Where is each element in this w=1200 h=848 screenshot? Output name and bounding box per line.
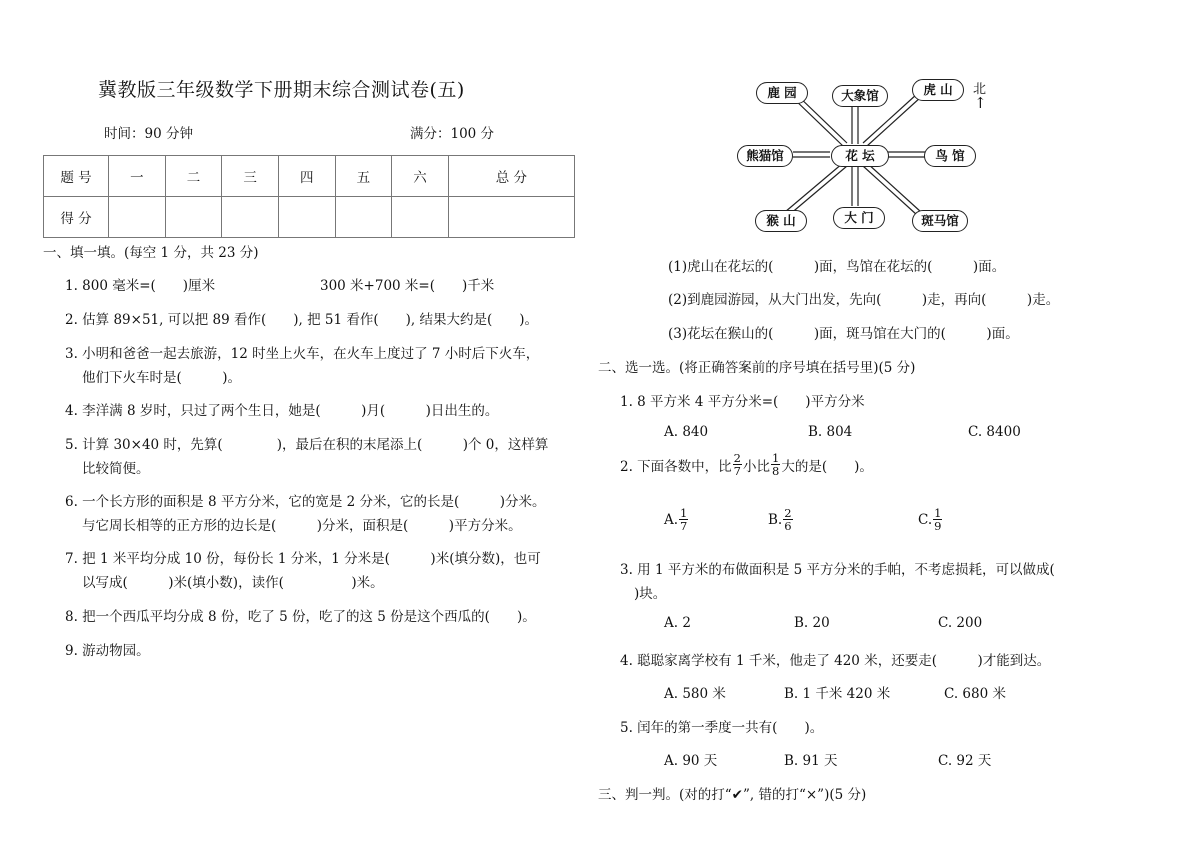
option-a: A. 2 [664, 615, 691, 631]
option-c: C. 680 米 [944, 686, 1006, 702]
numerator: 2 [784, 506, 792, 520]
option-c [918, 507, 943, 532]
question-9-sub2: (2)到鹿园游园，从大门出发，先向( )走，再向( )走。 [668, 292, 1060, 308]
option-a: A. 90 天 [664, 753, 718, 769]
map-node-flower-bed: 花 坛 [831, 145, 889, 167]
question-4: 4. 李洋满 8 岁时，只过了两个生日，她是( )月( )日出生的。 [65, 403, 499, 419]
table-cell: 五 [335, 156, 392, 197]
question-6-line2: 与它周长相等的正方形的边长是( )分米，面积是( )平方分米。 [82, 518, 522, 534]
option-a [664, 507, 689, 532]
option-b: B. 1 千米 420 米 [784, 686, 891, 702]
choice-question-3-line1: 3. 用 1 平方米的布做面积是 5 平方分米的手帕，不考虑损耗，可以做成( [620, 562, 1055, 578]
map-node-main-gate: 大 门 [833, 207, 885, 229]
denominator: 7 [733, 464, 741, 478]
full-score: 满分：100 分 [410, 126, 495, 142]
map-node-deer-park: 鹿 园 [756, 82, 808, 104]
choice-question-5: 5. 闰年的第一季度一共有( )。 [620, 720, 824, 736]
denominator: 6 [784, 519, 792, 533]
option-c: C. 200 [938, 615, 983, 631]
numerator: 2 [733, 451, 741, 465]
score-blank[interactable] [278, 197, 335, 238]
question-9: 9. 游动物园。 [65, 643, 150, 659]
score-blank[interactable] [165, 197, 222, 238]
question-9-sub1: (1)虎山在花坛的( )面，鸟馆在花坛的( )面。 [668, 259, 1006, 275]
table-cell: 总 分 [448, 156, 574, 197]
fraction [733, 452, 742, 477]
question-6-line1: 6. 一个长方形的面积是 8 平方分米，它的宽是 2 分米，它的长是( )分米。 [65, 494, 546, 510]
question-3-line2: 他们下火车时是( )。 [82, 370, 242, 386]
map-node-zebra-house: 斑马馆 [912, 210, 968, 232]
denominator: 9 [934, 519, 942, 533]
option-letter: C. [918, 511, 933, 528]
table-cell: 题 号 [44, 156, 109, 197]
option-b: B. 804 [808, 424, 853, 440]
choice-question-2 [620, 452, 873, 477]
question-8: 8. 把一个西瓜平均分成 8 份，吃了 5 份，吃了的这 5 份是这个西瓜的( )。 [65, 609, 536, 625]
option-c: C. 92 天 [938, 753, 992, 769]
table-cell: 三 [222, 156, 279, 197]
option-b: B. 91 天 [784, 753, 838, 769]
question-2: 2. 估算 89×51, 可以把 89 看作( ), 把 51 看作( ), 结果大约是( )。 [65, 312, 539, 328]
question-7-line1: 7. 把 1 米平均分成 10 份，每份长 1 分米，1 分米是( )米(填分数)，也可 [65, 551, 541, 567]
numerator: 1 [934, 506, 942, 520]
choice-question-3-line2: )块。 [634, 586, 667, 602]
choice-question-1: 1. 8 平方米 4 平方分米=( )平方分米 [620, 394, 865, 410]
map-node-tiger-hill: 虎 山 [912, 79, 964, 101]
table-cell: 四 [278, 156, 335, 197]
table-cell: 得 分 [44, 197, 109, 238]
table-cell: 二 [165, 156, 222, 197]
score-table-score-row [44, 197, 575, 238]
option-a: A. 840 [664, 424, 709, 440]
fraction [679, 507, 688, 532]
question-text: 2. 下面各数中，比 [620, 458, 732, 475]
score-table-header-row [44, 156, 575, 197]
numerator: 1 [772, 451, 780, 465]
option-a: A. 580 米 [664, 686, 726, 702]
fraction [933, 507, 942, 532]
denominator: 7 [680, 519, 688, 533]
fraction [783, 507, 792, 532]
section2-heading: 二、选一选。(将正确答案前的序号填在括号里)(5 分) [598, 360, 916, 376]
question-5-line2: 比较简便。 [82, 461, 150, 477]
option-b [768, 507, 794, 532]
section3-heading: 三、判一判。(对的打“✔”, 错的打“×”)(5 分) [598, 787, 867, 803]
question-3-line1: 3. 小明和爸爸一起去旅游，12 时坐上火车，在火车上度过了 7 小时后下火车， [65, 346, 540, 362]
map-node-bird-house: 鸟 馆 [924, 145, 976, 167]
question-1b: 300 米+700 米=( )千米 [320, 278, 495, 294]
option-letter: B. [768, 511, 783, 528]
option-letter: A. [664, 511, 679, 528]
option-b: B. 20 [794, 615, 830, 631]
page-title: 冀教版三年级数学下册期末综合测试卷(五) [98, 79, 465, 101]
score-blank[interactable] [392, 197, 449, 238]
map-node-elephant-house: 大象馆 [832, 85, 888, 107]
question-9-sub3: (3)花坛在猴山的( )面，斑马馆在大门的( )面。 [668, 326, 1019, 342]
map-node-monkey-hill: 猴 山 [755, 210, 807, 232]
score-table [43, 155, 575, 238]
north-label: 北 [973, 82, 987, 97]
question-text: 大的是( )。 [781, 458, 873, 475]
north-arrow-icon: ↑ [974, 94, 987, 112]
score-blank[interactable] [109, 197, 166, 238]
score-blank[interactable] [335, 197, 392, 238]
section1-heading: 一、填一填。(每空 1 分，共 23 分) [43, 245, 259, 261]
score-blank[interactable] [448, 197, 574, 238]
question-7-line2: 以写成( )米(填小数)，读作( )米。 [82, 575, 384, 591]
option-c: C. 8400 [968, 424, 1021, 440]
numerator: 1 [680, 506, 688, 520]
question-text: 小比 [743, 458, 770, 475]
choice-question-4: 4. 聪聪家离学校有 1 千米，他走了 420 米，还要走( )才能到达。 [620, 653, 1051, 669]
denominator: 8 [772, 464, 780, 478]
question-5-line1: 5. 计算 30×40 时，先算( )，最后在积的末尾添上( )个 0，这样算 [65, 437, 549, 453]
score-blank[interactable] [222, 197, 279, 238]
fraction [771, 452, 780, 477]
map-node-panda-house: 熊猫馆 [737, 145, 793, 167]
table-cell: 六 [392, 156, 449, 197]
question-1a: 1. 800 毫米=( )厘米 [65, 278, 216, 294]
exam-time: 时间：90 分钟 [104, 126, 193, 142]
table-cell: 一 [109, 156, 166, 197]
